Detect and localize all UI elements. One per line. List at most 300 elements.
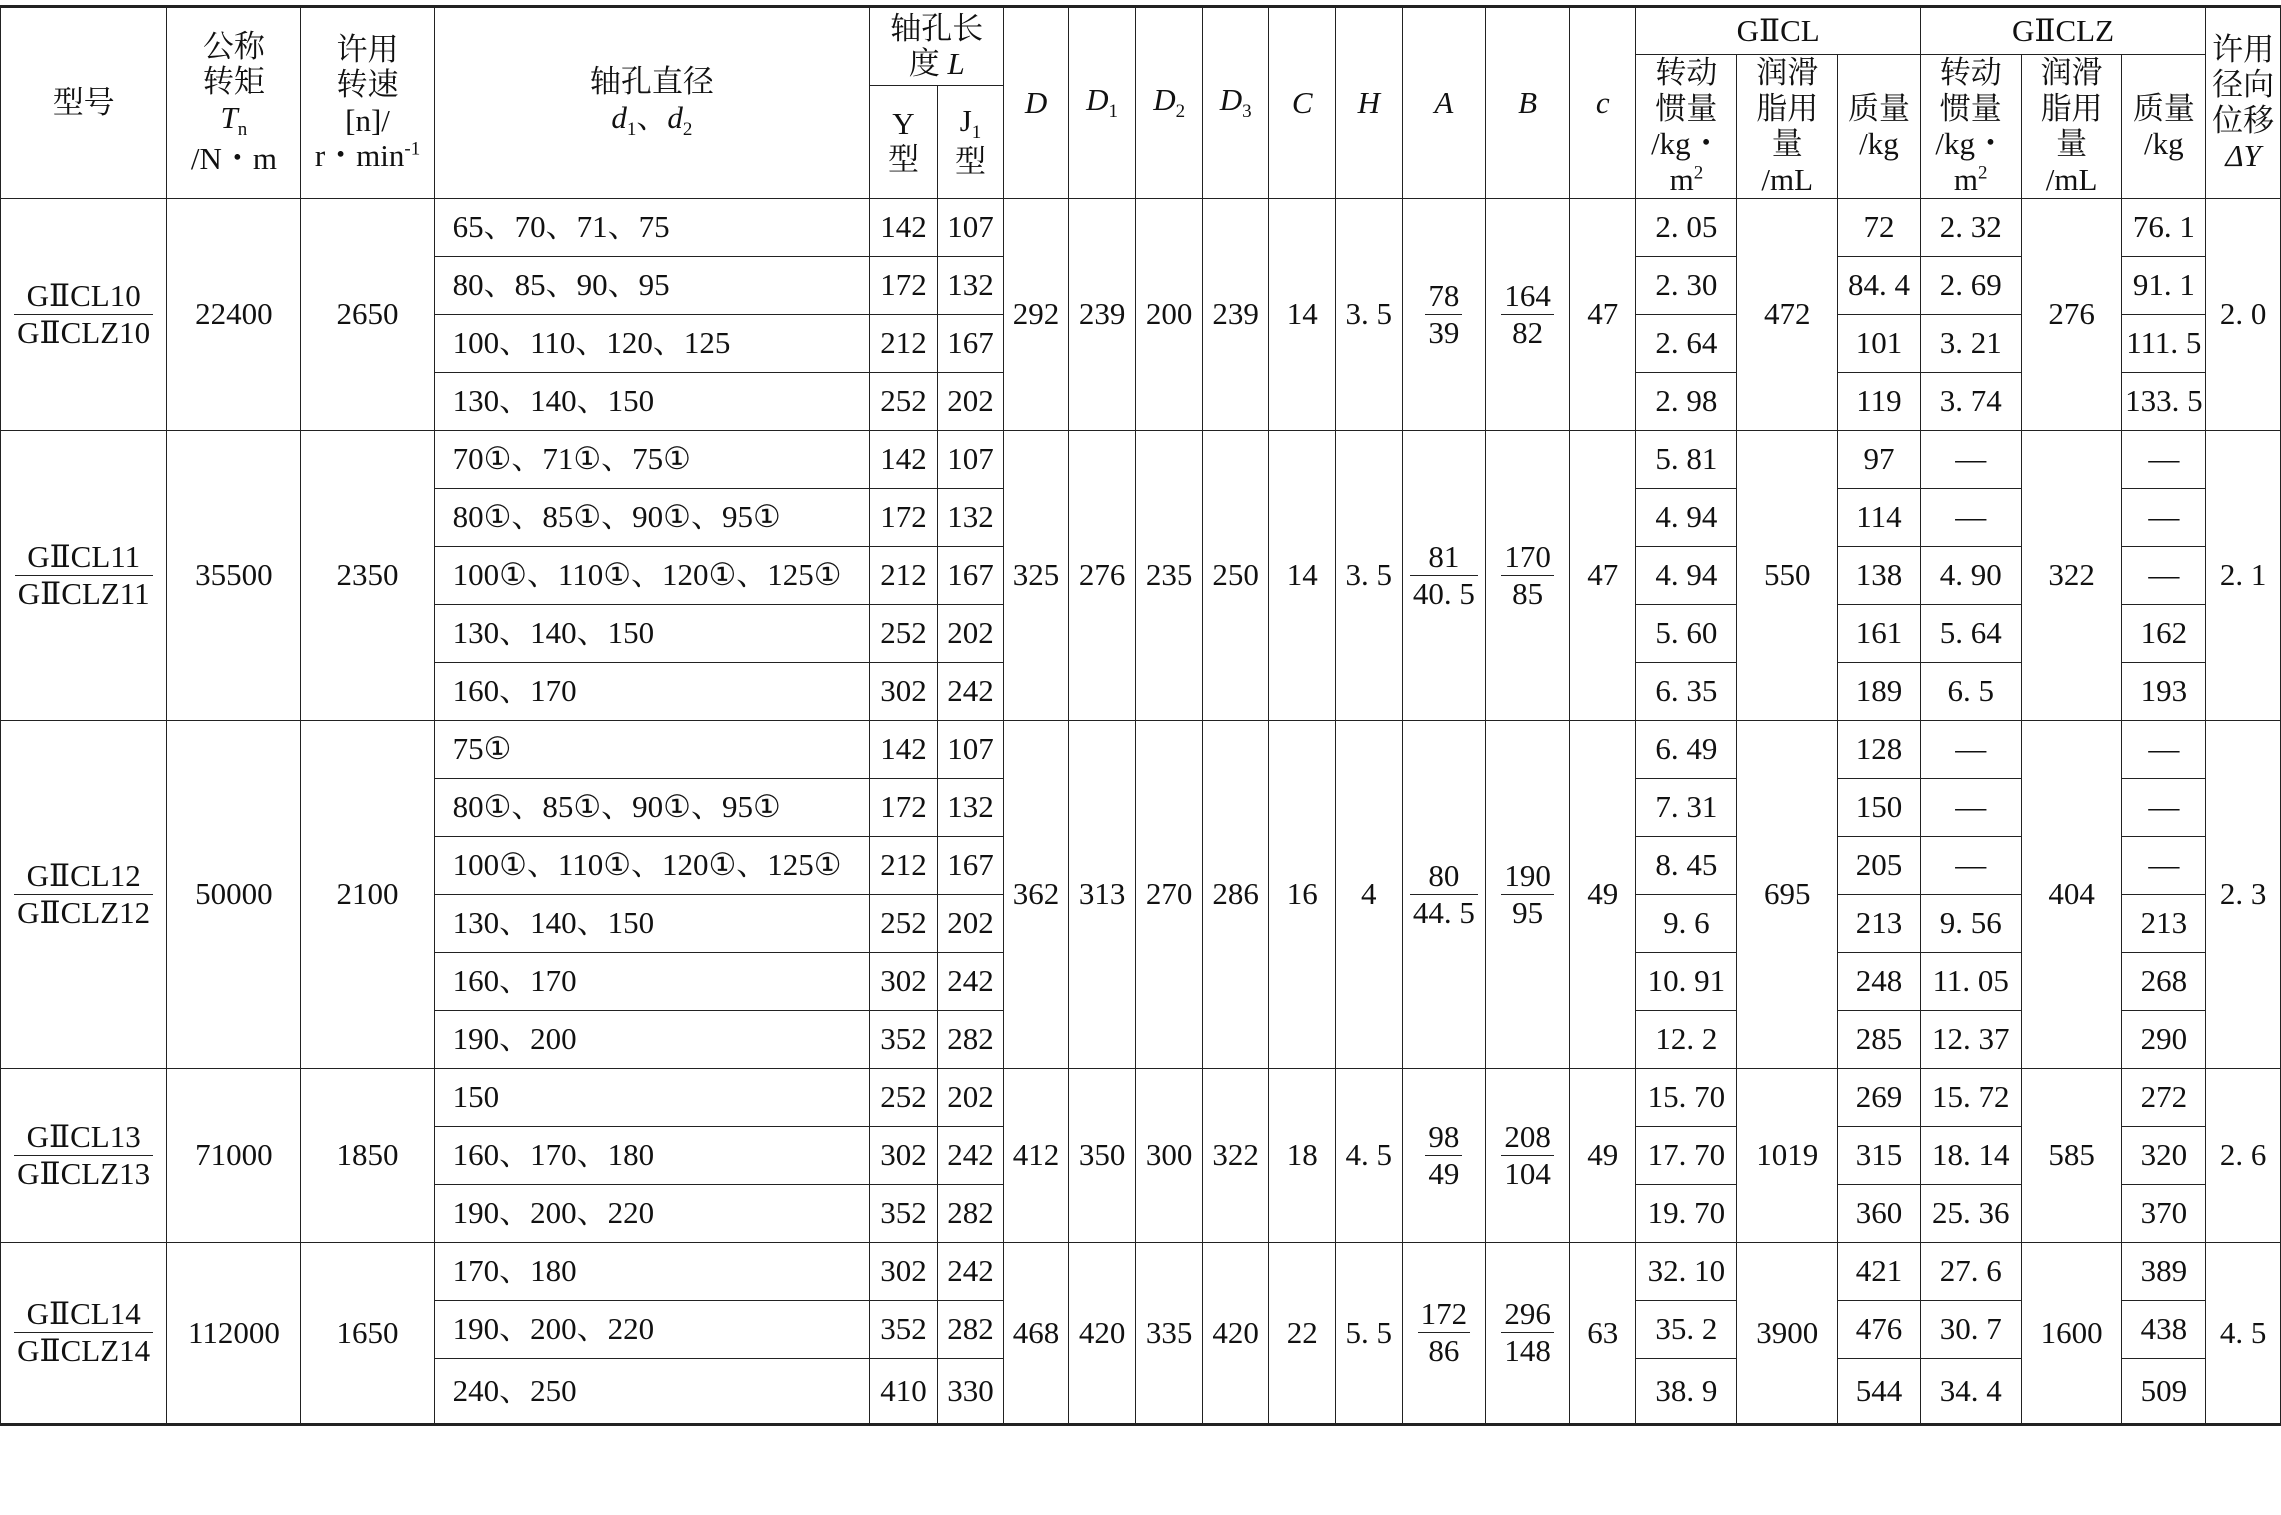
gclz-mass-cell: 509 xyxy=(2122,1358,2206,1424)
speed-cell: 1850 xyxy=(301,1068,434,1242)
dim-c-cell: 49 xyxy=(1569,720,1636,1068)
denominator: 148 xyxy=(1504,1333,1551,1369)
bore-cell: 160、170 xyxy=(434,952,870,1010)
header-gclz-grease: 润滑 脂用 量 /mL xyxy=(2021,55,2122,199)
radial-displacement-cell: 2. 1 xyxy=(2206,430,2281,720)
header-H: H xyxy=(1336,7,1403,199)
gclz-inertia-cell: — xyxy=(1920,778,2021,836)
length-y-cell: 172 xyxy=(870,778,938,836)
dim-A-cell-fraction xyxy=(1418,1296,1471,1368)
gclz-mass-cell: 91. 1 xyxy=(2122,256,2206,314)
length-y-cell: 212 xyxy=(870,836,938,894)
gcl-mass-cell: 84. 4 xyxy=(1838,256,1921,314)
dim-D-cell: 292 xyxy=(1004,198,1069,430)
length-j1-cell: 107 xyxy=(937,720,1004,778)
length-y-cell: 302 xyxy=(870,1126,938,1184)
denominator: 104 xyxy=(1504,1155,1551,1191)
gclz-inertia-cell: 25. 36 xyxy=(1920,1184,2021,1242)
length-j1-cell: 202 xyxy=(937,372,1004,430)
bore-cell: 170、180 xyxy=(434,1242,870,1300)
dim-H-cell: 3. 5 xyxy=(1336,430,1403,720)
gcl-inertia-cell: 2. 05 xyxy=(1636,198,1737,256)
speed-cell: 2650 xyxy=(301,198,434,430)
dim-D1-cell: 350 xyxy=(1068,1068,1136,1242)
gclz-mass-cell: 290 xyxy=(2122,1010,2206,1068)
gcl-grease-cell: 472 xyxy=(1737,198,1838,430)
radial-displacement-cell: 2. 3 xyxy=(2206,720,2281,1068)
gclz-inertia-cell: 12. 37 xyxy=(1920,1010,2021,1068)
dim-c-cell: 49 xyxy=(1569,1068,1636,1242)
gclz-inertia-cell: 18. 14 xyxy=(1920,1126,2021,1184)
numerator: 81 xyxy=(1410,539,1478,576)
model-cl: GⅡCL10 xyxy=(14,278,153,315)
header-model: 型号 xyxy=(1,7,167,199)
gclz-grease-cell: 585 xyxy=(2021,1068,2122,1242)
length-j1-cell: 202 xyxy=(937,1068,1004,1126)
denominator: 49 xyxy=(1428,1155,1460,1191)
header-A: A xyxy=(1402,7,1486,199)
gcl-mass-cell: 544 xyxy=(1838,1358,1921,1424)
gclz-inertia-cell: 3. 74 xyxy=(1920,372,2021,430)
model-clz: GⅡCLZ10 xyxy=(17,314,151,350)
length-j1-cell: 282 xyxy=(937,1010,1004,1068)
gcl-inertia-cell: 38. 9 xyxy=(1636,1358,1737,1424)
gcl-inertia-cell: 2. 64 xyxy=(1636,314,1737,372)
length-y-cell: 410 xyxy=(870,1358,938,1424)
dim-A-cell xyxy=(1402,720,1486,1068)
dim-D3-cell: 420 xyxy=(1202,1242,1269,1424)
gclz-inertia-cell: — xyxy=(1920,430,2021,488)
dim-D-cell: 468 xyxy=(1004,1242,1069,1424)
gclz-grease-cell: 322 xyxy=(2021,430,2122,720)
length-j1-cell: 167 xyxy=(937,836,1004,894)
dim-A-cell xyxy=(1402,1068,1486,1242)
gclz-mass-cell: 370 xyxy=(2122,1184,2206,1242)
length-j1-cell: 242 xyxy=(937,1242,1004,1300)
length-j1-cell: 167 xyxy=(937,546,1004,604)
dim-D3-cell: 286 xyxy=(1202,720,1269,1068)
numerator: 190 xyxy=(1501,858,1554,895)
header-D1: $D_1$ xyxy=(1068,7,1136,199)
length-y-cell: 352 xyxy=(870,1300,938,1358)
gclz-mass-cell: 320 xyxy=(2122,1126,2206,1184)
bore-cell: 75① xyxy=(434,720,870,778)
header-length: 轴孔长 度 L xyxy=(870,7,1004,86)
model-cell xyxy=(1,1242,167,1424)
header-C: C xyxy=(1269,7,1336,199)
gcl-mass-cell: 360 xyxy=(1838,1184,1921,1242)
gcl-mass-cell: 161 xyxy=(1838,604,1921,662)
speed-cell: 2100 xyxy=(301,720,434,1068)
gcl-mass-cell: 315 xyxy=(1838,1126,1921,1184)
gclz-inertia-cell: 27. 6 xyxy=(1920,1242,2021,1300)
gcl-inertia-cell: 17. 70 xyxy=(1636,1126,1737,1184)
bore-cell: 80①、85①、90①、95① xyxy=(434,778,870,836)
bore-cell: 160、170 xyxy=(434,662,870,720)
header-gclz: GⅡCLZ xyxy=(1920,7,2205,55)
gcl-inertia-cell: 6. 49 xyxy=(1636,720,1737,778)
gcl-inertia-cell: 5. 81 xyxy=(1636,430,1737,488)
gclz-inertia-cell: 15. 72 xyxy=(1920,1068,2021,1126)
bore-cell: 150 xyxy=(434,1068,870,1126)
model-cl: GⅡCL11 xyxy=(15,539,153,576)
dim-D2-cell: 235 xyxy=(1136,430,1203,720)
model-cell xyxy=(1,198,167,430)
model-cell xyxy=(1,720,167,1068)
bore-cell: 160、170、180 xyxy=(434,1126,870,1184)
gcl-grease-cell: 695 xyxy=(1737,720,1838,1068)
torque-cell: 35500 xyxy=(167,430,301,720)
dim-B-cell-fraction xyxy=(1501,1296,1554,1368)
torque-cell: 112000 xyxy=(167,1242,301,1424)
gcl-mass-cell: 189 xyxy=(1838,662,1921,720)
bore-cell: 130、140、150 xyxy=(434,604,870,662)
denominator: 44. 5 xyxy=(1412,894,1475,930)
length-j1-cell: 132 xyxy=(937,256,1004,314)
gcl-mass-cell: 97 xyxy=(1838,430,1921,488)
length-y-cell: 352 xyxy=(870,1010,938,1068)
denominator: 95 xyxy=(1512,894,1544,930)
length-y-cell: 142 xyxy=(870,198,938,256)
dim-D1-cell: 276 xyxy=(1068,430,1136,720)
numerator: 98 xyxy=(1425,1119,1462,1156)
length-y-cell: 252 xyxy=(870,1068,938,1126)
gcl-mass-cell: 114 xyxy=(1838,488,1921,546)
model-fraction xyxy=(14,278,153,350)
gclz-mass-cell: 193 xyxy=(2122,662,2206,720)
dim-B-cell xyxy=(1486,1242,1570,1424)
gcl-mass-cell: 269 xyxy=(1838,1068,1921,1126)
gclz-inertia-cell: — xyxy=(1920,836,2021,894)
length-y-cell: 252 xyxy=(870,894,938,952)
gclz-inertia-cell: 2. 32 xyxy=(1920,198,2021,256)
radial-displacement-cell: 2. 6 xyxy=(2206,1068,2281,1242)
header-gcl-grease: 润滑 脂用 量 /mL xyxy=(1737,55,1838,199)
gclz-inertia-cell: 5. 64 xyxy=(1920,604,2021,662)
denominator: 82 xyxy=(1512,314,1544,350)
bore-cell: 130、140、150 xyxy=(434,372,870,430)
length-j1-cell: 107 xyxy=(937,198,1004,256)
model-clz: GⅡCLZ11 xyxy=(17,575,150,611)
model-cl: GⅡCL13 xyxy=(14,1119,153,1156)
dim-D2-cell: 335 xyxy=(1136,1242,1203,1424)
dim-B-cell xyxy=(1486,1068,1570,1242)
gcl-mass-cell: 248 xyxy=(1838,952,1921,1010)
header-bore: 轴孔直径 $d_1$、$d_2$ xyxy=(434,7,870,199)
gcl-mass-cell: 476 xyxy=(1838,1300,1921,1358)
header-B: B xyxy=(1486,7,1570,199)
numerator: 208 xyxy=(1501,1119,1554,1156)
header-radial-displacement: 许用 径向 位移 ΔY xyxy=(2206,7,2281,199)
dim-A-cell-fraction xyxy=(1425,278,1462,350)
length-j1-cell: 282 xyxy=(937,1184,1004,1242)
header-gclz-mass: 质量 /kg xyxy=(2122,55,2206,199)
bore-cell: 100①、110①、120①、125① xyxy=(434,546,870,604)
length-j1-cell: 202 xyxy=(937,894,1004,952)
gcl-inertia-cell: 7. 31 xyxy=(1636,778,1737,836)
length-y-cell: 302 xyxy=(870,1242,938,1300)
speed-cell: 2350 xyxy=(301,430,434,720)
header-length-j1: $J_1$ 型 xyxy=(937,85,1004,198)
dim-B-cell-fraction xyxy=(1501,1119,1554,1191)
gcl-mass-cell: 138 xyxy=(1838,546,1921,604)
gclz-mass-cell: 268 xyxy=(2122,952,2206,1010)
table-row xyxy=(1,720,2281,778)
gclz-mass-cell: 133. 5 xyxy=(2122,372,2206,430)
gclz-mass-cell: 213 xyxy=(2122,894,2206,952)
dim-B-cell-fraction xyxy=(1501,539,1554,611)
length-j1-cell: 242 xyxy=(937,1126,1004,1184)
gcl-mass-cell: 119 xyxy=(1838,372,1921,430)
numerator: 78 xyxy=(1425,278,1462,315)
gcl-inertia-cell: 32. 10 xyxy=(1636,1242,1737,1300)
length-j1-cell: 330 xyxy=(937,1358,1004,1424)
table-row xyxy=(1,430,2281,488)
header-gclz-inertia: 转动 惯量 /kg・ $m^2$ xyxy=(1920,55,2021,199)
dim-C-cell: 22 xyxy=(1269,1242,1336,1424)
dim-C-cell: 14 xyxy=(1269,198,1336,430)
table-row xyxy=(1,198,2281,256)
dim-D3-cell: 239 xyxy=(1202,198,1269,430)
gclz-mass-cell: 272 xyxy=(2122,1068,2206,1126)
dim-B-cell xyxy=(1486,198,1570,430)
gclz-mass-cell: 76. 1 xyxy=(2122,198,2206,256)
numerator: 164 xyxy=(1501,278,1554,315)
length-j1-cell: 167 xyxy=(937,314,1004,372)
gclz-mass-cell: 111. 5 xyxy=(2122,314,2206,372)
gclz-mass-cell: 389 xyxy=(2122,1242,2206,1300)
gcl-mass-cell: 213 xyxy=(1838,894,1921,952)
gclz-mass-cell: 438 xyxy=(2122,1300,2206,1358)
length-j1-cell: 242 xyxy=(937,662,1004,720)
gcl-grease-cell: 550 xyxy=(1737,430,1838,720)
dim-D2-cell: 300 xyxy=(1136,1068,1203,1242)
model-fraction xyxy=(15,539,153,611)
gclz-inertia-cell: 3. 21 xyxy=(1920,314,2021,372)
model-cell xyxy=(1,430,167,720)
model-fraction xyxy=(14,1296,153,1368)
gcl-mass-cell: 101 xyxy=(1838,314,1921,372)
bore-cell: 100、110、120、125 xyxy=(434,314,870,372)
dim-c-cell: 47 xyxy=(1569,430,1636,720)
gclz-inertia-cell: 4. 90 xyxy=(1920,546,2021,604)
gcl-grease-cell: 3900 xyxy=(1737,1242,1838,1424)
model-clz: GⅡCLZ14 xyxy=(17,1333,151,1369)
gcl-inertia-cell: 2. 98 xyxy=(1636,372,1737,430)
gclz-mass-cell: — xyxy=(2122,430,2206,488)
bore-cell: 80、85、90、95 xyxy=(434,256,870,314)
dim-H-cell: 3. 5 xyxy=(1336,198,1403,430)
table-header xyxy=(1,7,2281,199)
bore-cell: 190、200、220 xyxy=(434,1300,870,1358)
length-j1-cell: 202 xyxy=(937,604,1004,662)
bore-cell: 130、140、150 xyxy=(434,894,870,952)
header-gcl-inertia: 转动 惯量 /kg・ $m^2$ xyxy=(1636,55,1737,199)
length-j1-cell: 107 xyxy=(937,430,1004,488)
length-y-cell: 352 xyxy=(870,1184,938,1242)
bore-cell: 190、200 xyxy=(434,1010,870,1068)
gclz-mass-cell: — xyxy=(2122,546,2206,604)
dim-D3-cell: 322 xyxy=(1202,1068,1269,1242)
table-row xyxy=(1,1068,2281,1126)
dim-C-cell: 14 xyxy=(1269,430,1336,720)
length-y-cell: 212 xyxy=(870,314,938,372)
model-clz: GⅡCLZ13 xyxy=(17,1155,151,1191)
model-clz: GⅡCLZ12 xyxy=(17,894,151,930)
gclz-mass-cell: — xyxy=(2122,720,2206,778)
length-j1-cell: 242 xyxy=(937,952,1004,1010)
gcl-inertia-cell: 12. 2 xyxy=(1636,1010,1737,1068)
model-fraction xyxy=(14,858,153,930)
length-y-cell: 212 xyxy=(870,546,938,604)
model-cl: GⅡCL14 xyxy=(14,1296,153,1333)
gclz-inertia-cell: 11. 05 xyxy=(1920,952,2021,1010)
length-y-cell: 142 xyxy=(870,720,938,778)
bore-cell: 65、70、71、75 xyxy=(434,198,870,256)
gcl-inertia-cell: 5. 60 xyxy=(1636,604,1737,662)
gclz-mass-cell: — xyxy=(2122,778,2206,836)
denominator: 86 xyxy=(1428,1333,1460,1369)
table-body xyxy=(1,198,2281,1424)
coupling-spec-table xyxy=(0,5,2281,1426)
gclz-grease-cell: 1600 xyxy=(2021,1242,2122,1424)
dim-A-cell xyxy=(1402,430,1486,720)
gcl-mass-cell: 150 xyxy=(1838,778,1921,836)
gcl-inertia-cell: 9. 6 xyxy=(1636,894,1737,952)
bore-cell: 100①、110①、120①、125① xyxy=(434,836,870,894)
gcl-inertia-cell: 10. 91 xyxy=(1636,952,1737,1010)
gcl-inertia-cell: 4. 94 xyxy=(1636,488,1737,546)
dim-D-cell: 325 xyxy=(1004,430,1069,720)
dim-H-cell: 4 xyxy=(1336,720,1403,1068)
length-y-cell: 302 xyxy=(870,952,938,1010)
dim-D-cell: 412 xyxy=(1004,1068,1069,1242)
speed-cell: 1650 xyxy=(301,1242,434,1424)
model-cell xyxy=(1,1068,167,1242)
numerator: 296 xyxy=(1501,1296,1554,1333)
dim-D2-cell: 270 xyxy=(1136,720,1203,1068)
dim-B-cell-fraction xyxy=(1501,858,1554,930)
radial-displacement-cell: 4. 5 xyxy=(2206,1242,2281,1424)
gcl-inertia-cell: 4. 94 xyxy=(1636,546,1737,604)
torque-cell: 50000 xyxy=(167,720,301,1068)
gcl-mass-cell: 285 xyxy=(1838,1010,1921,1068)
table-row xyxy=(1,1242,2281,1300)
dim-A-cell-fraction xyxy=(1410,539,1478,611)
gcl-inertia-cell: 19. 70 xyxy=(1636,1184,1737,1242)
length-j1-cell: 282 xyxy=(937,1300,1004,1358)
gclz-mass-cell: — xyxy=(2122,836,2206,894)
bore-cell: 80①、85①、90①、95① xyxy=(434,488,870,546)
header-c: c xyxy=(1569,7,1636,199)
dim-D3-cell: 250 xyxy=(1202,430,1269,720)
dim-c-cell: 47 xyxy=(1569,198,1636,430)
gcl-mass-cell: 205 xyxy=(1838,836,1921,894)
header-gcl: GⅡCL xyxy=(1636,7,1920,55)
gcl-mass-cell: 72 xyxy=(1838,198,1921,256)
dim-A-cell-fraction xyxy=(1410,858,1478,930)
header-length-y: Y 型 xyxy=(870,85,938,198)
dim-C-cell: 18 xyxy=(1269,1068,1336,1242)
length-j1-cell: 132 xyxy=(937,488,1004,546)
dim-D1-cell: 313 xyxy=(1068,720,1136,1068)
gclz-inertia-cell: 30. 7 xyxy=(1920,1300,2021,1358)
dim-H-cell: 5. 5 xyxy=(1336,1242,1403,1424)
gcl-mass-cell: 128 xyxy=(1838,720,1921,778)
gcl-mass-cell: 421 xyxy=(1838,1242,1921,1300)
dim-A-cell xyxy=(1402,1242,1486,1424)
gcl-inertia-cell: 6. 35 xyxy=(1636,662,1737,720)
dim-B-cell-fraction xyxy=(1501,278,1554,350)
dim-D2-cell: 200 xyxy=(1136,198,1203,430)
header-D: D xyxy=(1004,7,1069,199)
denominator: 40. 5 xyxy=(1412,575,1475,611)
dim-C-cell: 16 xyxy=(1269,720,1336,1068)
gclz-grease-cell: 404 xyxy=(2021,720,2122,1068)
bore-cell: 70①、71①、75① xyxy=(434,430,870,488)
bore-cell: 190、200、220 xyxy=(434,1184,870,1242)
header-D3: $D_3$ xyxy=(1202,7,1269,199)
numerator: 170 xyxy=(1501,539,1554,576)
length-y-cell: 172 xyxy=(870,488,938,546)
denominator: 39 xyxy=(1428,314,1460,350)
header-gcl-mass: 质量 /kg xyxy=(1838,55,1921,199)
dim-D-cell: 362 xyxy=(1004,720,1069,1068)
gclz-grease-cell: 276 xyxy=(2021,198,2122,430)
gclz-inertia-cell: 6. 5 xyxy=(1920,662,2021,720)
gcl-grease-cell: 1019 xyxy=(1737,1068,1838,1242)
gclz-mass-cell: 162 xyxy=(2122,604,2206,662)
gclz-inertia-cell: 34. 4 xyxy=(1920,1358,2021,1424)
model-fraction xyxy=(14,1119,153,1191)
length-y-cell: 252 xyxy=(870,372,938,430)
denominator: 85 xyxy=(1512,575,1544,611)
header-torque: 公称 转矩 $T_n$ /N・m xyxy=(167,7,301,199)
torque-cell: 71000 xyxy=(167,1068,301,1242)
gclz-inertia-cell: 2. 69 xyxy=(1920,256,2021,314)
torque-cell: 22400 xyxy=(167,198,301,430)
numerator: 80 xyxy=(1410,858,1478,895)
dim-H-cell: 4. 5 xyxy=(1336,1068,1403,1242)
dim-c-cell: 63 xyxy=(1569,1242,1636,1424)
dim-A-cell xyxy=(1402,198,1486,430)
gclz-inertia-cell: — xyxy=(1920,488,2021,546)
length-y-cell: 252 xyxy=(870,604,938,662)
dim-A-cell-fraction xyxy=(1425,1119,1462,1191)
gclz-mass-cell: — xyxy=(2122,488,2206,546)
bore-cell: 240、250 xyxy=(434,1358,870,1424)
dim-B-cell xyxy=(1486,720,1570,1068)
gclz-inertia-cell: 9. 56 xyxy=(1920,894,2021,952)
header-D2: $D_2$ xyxy=(1136,7,1203,199)
gcl-inertia-cell: 15. 70 xyxy=(1636,1068,1737,1126)
gcl-inertia-cell: 2. 30 xyxy=(1636,256,1737,314)
dim-D1-cell: 420 xyxy=(1068,1242,1136,1424)
length-y-cell: 142 xyxy=(870,430,938,488)
length-y-cell: 172 xyxy=(870,256,938,314)
dim-B-cell xyxy=(1486,430,1570,720)
gcl-inertia-cell: 8. 45 xyxy=(1636,836,1737,894)
length-y-cell: 302 xyxy=(870,662,938,720)
model-cl: GⅡCL12 xyxy=(14,858,153,895)
radial-displacement-cell: 2. 0 xyxy=(2206,198,2281,430)
gclz-inertia-cell: — xyxy=(1920,720,2021,778)
numerator: 172 xyxy=(1418,1296,1471,1333)
gcl-inertia-cell: 35. 2 xyxy=(1636,1300,1737,1358)
header-speed: 许用 转速 [n]/ r・$\min^{-1}$ xyxy=(301,7,434,199)
dim-D1-cell: 239 xyxy=(1068,198,1136,430)
length-j1-cell: 132 xyxy=(937,778,1004,836)
